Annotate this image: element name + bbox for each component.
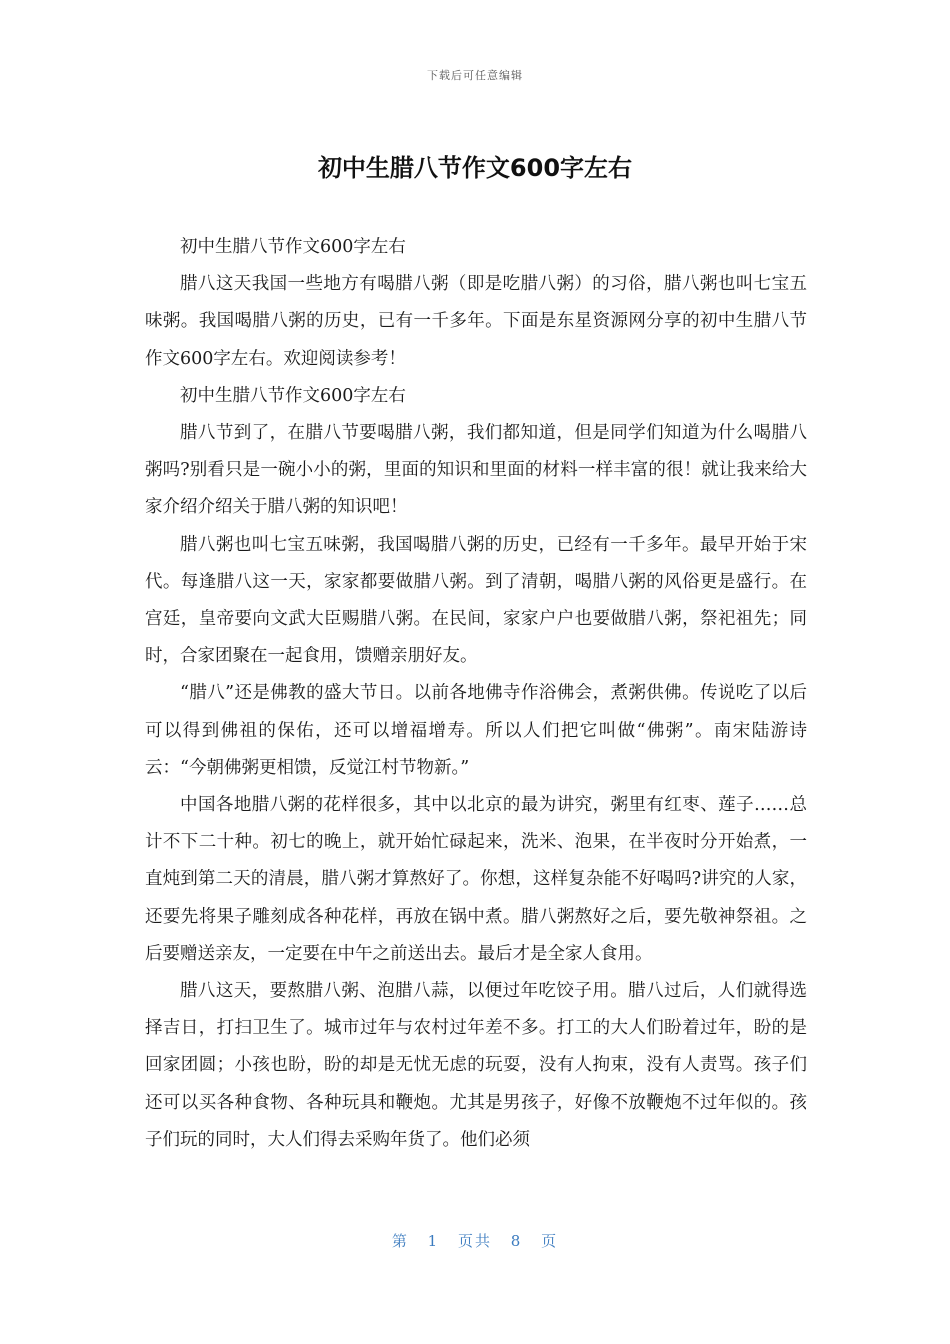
footer-suffix: 页 (541, 1232, 559, 1250)
body-paragraph: 腊八粥也叫七宝五味粥，我国喝腊八粥的历史，已经有一千多年。最早开始于宋代。每逢腊八这一天，家家都要做腊八粥。到了清朝，喝腊八粥的风俗更是盛行。在宫廷，皇帝要向文武大臣赐腊八粥。在民间，家家户户也要做腊八粥，祭祀祖先；同时，合家团聚在一起食用，馈赠亲朋好友。 (145, 534, 807, 667)
footer-page-total: 8 (510, 1232, 523, 1250)
document-body (145, 229, 807, 1159)
body-paragraph: 中国各地腊八粥的花样很多，其中以北京的最为讲究，粥里有红枣、莲子……总计不下二十种。初七的晚上，就开始忙碌起来，洗米、泡果，在半夜时分开始煮，一直炖到第二天的清晨，腊八粥才算熬好了。你想，这样复杂能不好喝吗?讲究的人家，还要先将果子雕刻成各种花样，再放在锅中煮。腊八粥熬好之后，要先敬神祭祖。之后要赠送亲友，一定要在中午之前送出去。最后才是全家人食用。 (145, 795, 807, 964)
body-paragraph: 腊八节到了，在腊八节要喝腊八粥，我们都知道，但是同学们知道为什么喝腊八粥吗?别看只是一碗小小的粥，里面的知识和里面的材料一样丰富的很！就让我来给大家介绍介绍关于腊八粥的知识吧！ (145, 423, 807, 518)
body-paragraph: 腊八这天，要熬腊八粥、泡腊八蒜，以便过年吃饺子用。腊八过后，人们就得选择吉日，打扫卫生了。城市过年与农村过年差不多。打工的大人们盼着过年，盼的是回家团圆；小孩也盼，盼的却是无忧无虑的玩耍，没有人拘束，没有人责骂。孩子们还可以买各种食物、各种玩具和鞭炮。尤其是男孩子，好像不放鞭炮不过年似的。孩子们玩的同时，大人们得去采购年货了。他们必须 (145, 981, 807, 1150)
document-title: 初中生腊八节作文600字左右 (317, 154, 633, 182)
body-paragraph: 初中生腊八节作文600字左右 (180, 237, 406, 257)
body-paragraph: 腊八这天我国一些地方有喝腊八粥（即是吃腊八粥）的习俗，腊八粥也叫七宝五味粥。我国喝腊八粥的历史，已有一千多年。下面是东星资源网分享的初中生腊八节作文600字左右。欢迎阅读参考！ (145, 274, 807, 369)
footer-middle: 页共 (457, 1232, 492, 1250)
footer-prefix: 第 (391, 1232, 409, 1250)
footer-page-current: 1 (427, 1232, 440, 1250)
body-paragraph: 初中生腊八节作文600字左右 (180, 385, 406, 406)
page-footer (0, 1230, 950, 1251)
header-note: 下载后可任意编辑 (427, 69, 523, 82)
body-paragraph: “腊八”还是佛教的盛大节日。以前各地佛寺作浴佛会，煮粥供佛。传说吃了以后可以得到佛祖的保佑，还可以增福增寿。所以人们把它叫做“佛粥”。南宋陆游诗云：“今朝佛粥更相馈，反觉江村节物新。” (145, 683, 807, 778)
